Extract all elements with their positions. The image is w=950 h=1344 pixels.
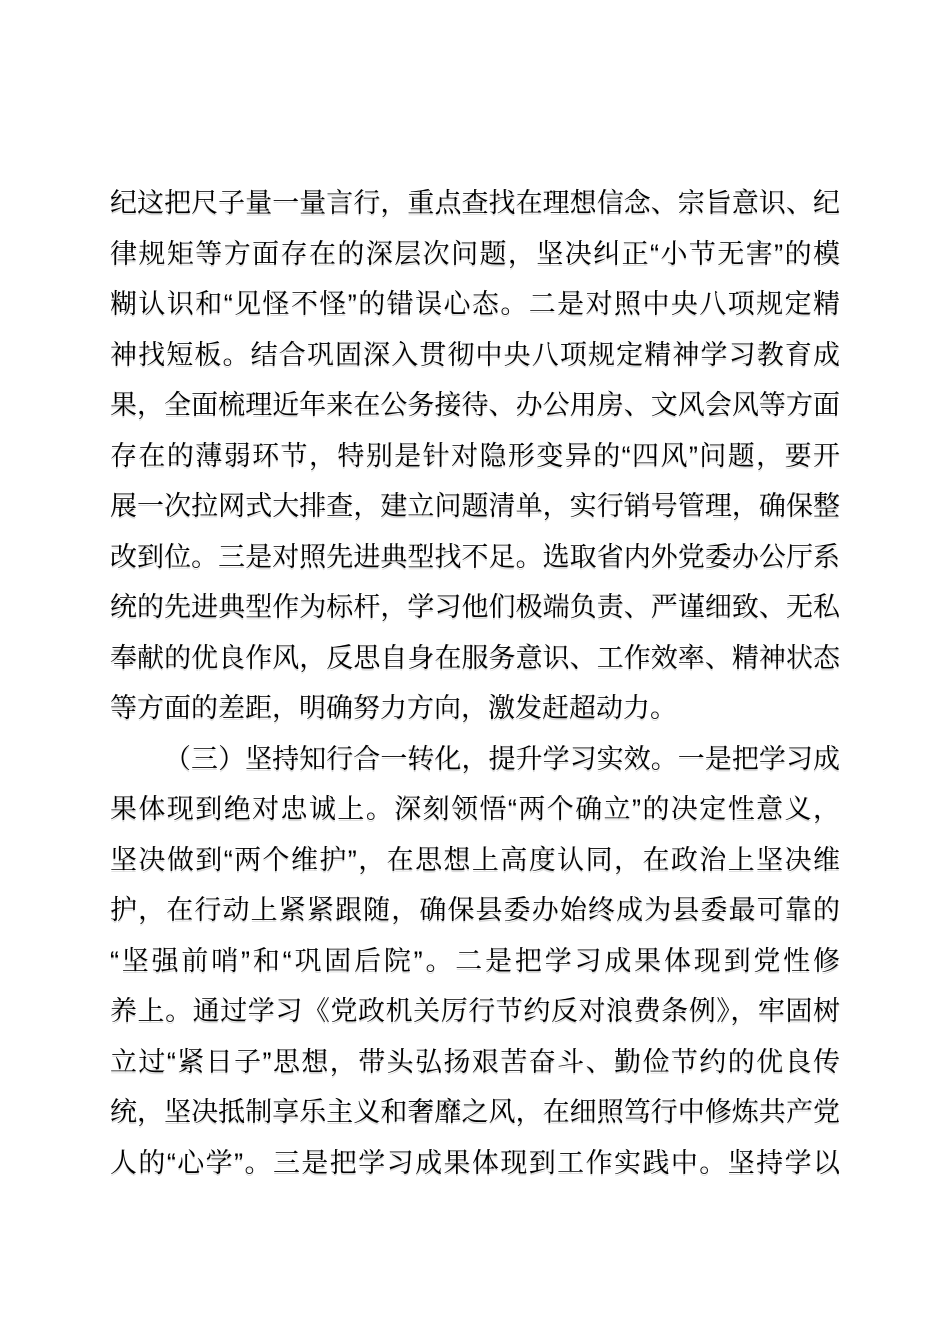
text-line: 统，坚决抵制享乐主义和奢靡之风，在细照笃行中修炼共产党 <box>110 1097 840 1127</box>
text-line: “坚强前哨”和“巩固后院”。二是把学习成果体现到党性修 <box>110 945 840 976</box>
text-line: 果，全面梳理近年来在公务接待、办公用房、文风会风等方面 <box>110 390 840 420</box>
text-line: 人的“心学”。三是把学习成果体现到工作实践中。坚持学以 <box>110 1147 840 1178</box>
text-line: 坚决做到“两个维护”，在思想上高度认同，在政治上坚决维 <box>110 844 840 875</box>
text-line: 展一次拉网式大排查，建立问题清单，实行销号管理，确保整 <box>110 491 840 521</box>
text-line: 律规矩等方面存在的深层次问题，坚决纠正“小节无害”的模 <box>110 238 840 269</box>
text-line: 护，在行动上紧紧跟随，确保县委办始终成为县委最可靠的 <box>110 895 840 925</box>
text-line: 果体现到绝对忠诚上。深刻领悟“两个确立”的决定性意义， <box>110 794 840 824</box>
text-line: 糊认识和“见怪不怪”的错误心态。二是对照中央八项规定精 <box>110 289 840 319</box>
text-line: 立过“紧日子”思想，带头弘扬艰苦奋斗、勤俭节约的优良传 <box>110 1046 840 1077</box>
text-line: （三）坚持知行合一转化，提升学习实效。一是把学习成 <box>164 743 840 774</box>
text-line: 等方面的差距，明确努力方向，激发赶超动力。 <box>110 693 677 723</box>
text-line: 神找短板。结合巩固深入贯彻中央八项规定精神学习教育成 <box>110 339 840 370</box>
text-line: 存在的薄弱环节，特别是针对隐形变异的“四风”问题，要开 <box>110 440 840 471</box>
text-line: 改到位。三是对照先进典型找不足。选取省内外党委办公厅系 <box>110 541 840 572</box>
text-line: 统的先进典型作为标杆，学习他们极端负责、严谨细致、无私 <box>110 592 840 622</box>
text-line: 养上。通过学习《党政机关厉行节约反对浪费条例》，牢固树 <box>110 996 840 1026</box>
text-line: 奉献的优良作风，反思自身在服务意识、工作效率、精神状态 <box>110 642 840 673</box>
document-text <box>110 178 840 1188</box>
text-line: 纪这把尺子量一量言行，重点查找在理想信念、宗旨意识、纪 <box>110 188 840 218</box>
